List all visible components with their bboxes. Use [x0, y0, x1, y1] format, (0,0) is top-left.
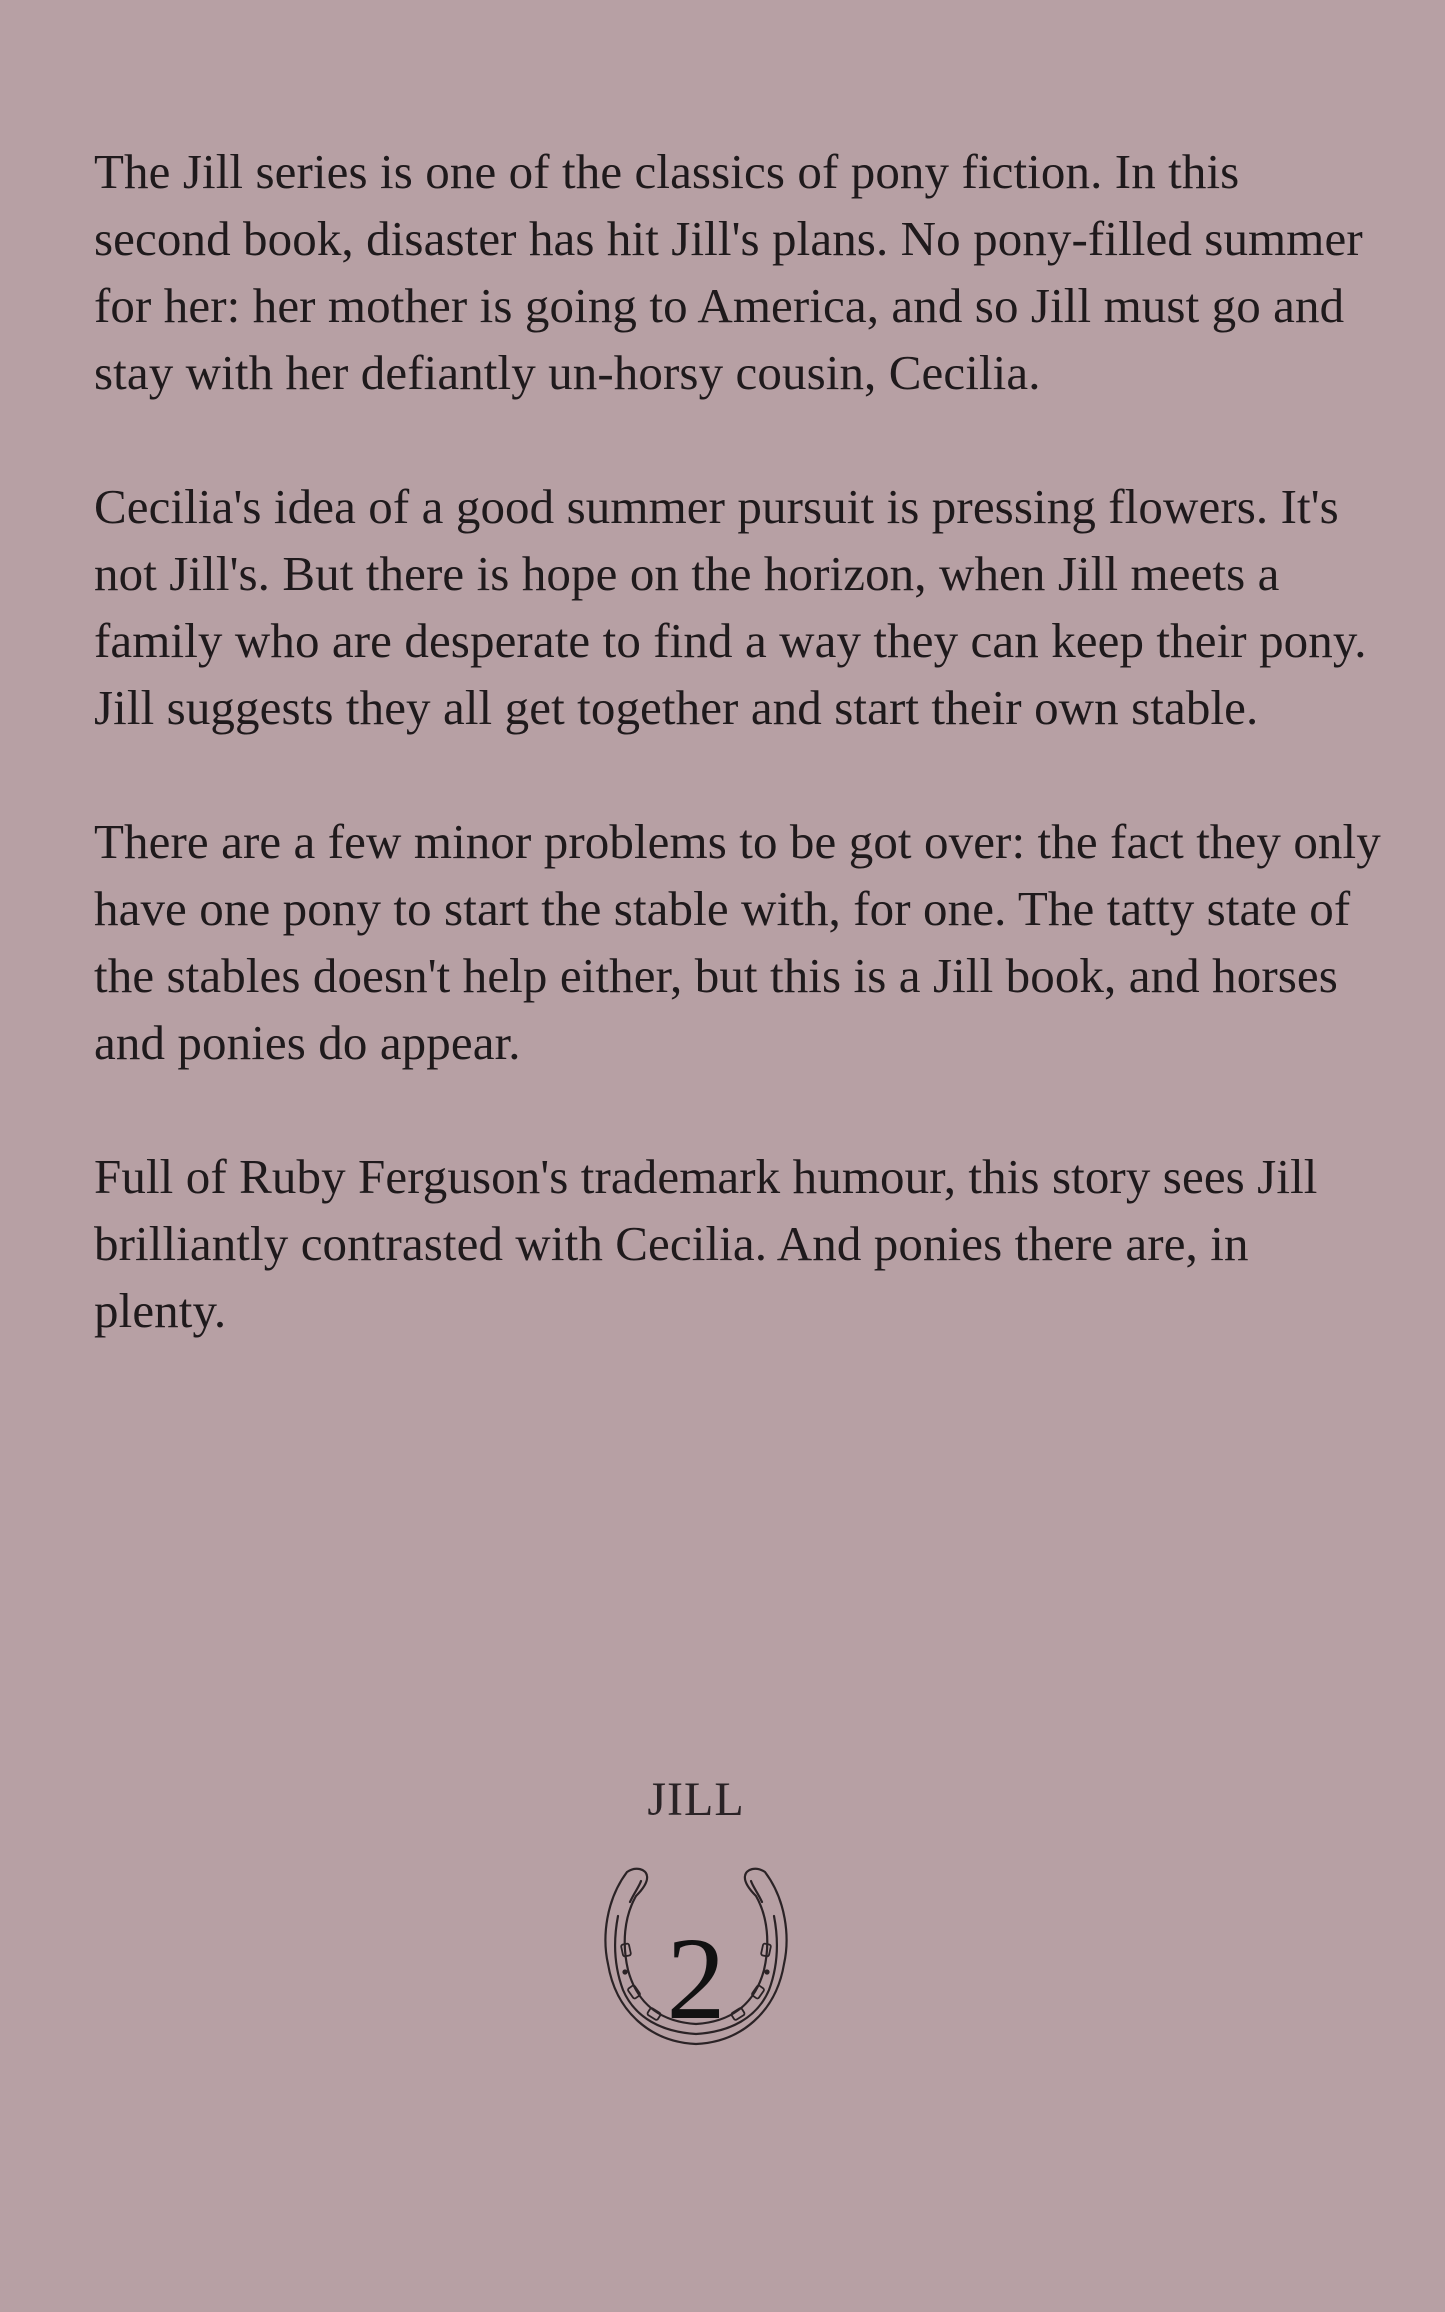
- blurb-paragraph-1: The Jill series is one of the classics of pony fiction. In this second book, disaster has hit Jill's plans. No pony-filled summer for her: her mother is going to America, and so Jill must go and stay with her defiantly un-horsy cousin, Cecilia.: [94, 144, 1363, 400]
- book-blurb: [94, 138, 1384, 1411]
- blurb-paragraph-4: Full of Ruby Ferguson's trademark humour, this story sees Jill brilliantly contrasted with Cecilia. And ponies there are, in plenty.: [94, 1149, 1318, 1338]
- blurb-paragraph-2: Cecilia's idea of a good summer pursuit is pressing flowers. It's not Jill's. But there is hope on the horizon, when Jill meets a family who are desperate to find a way they can keep their pony. Jill suggests they all get together and start their own stable.: [94, 479, 1367, 735]
- volume-number: 2: [666, 1913, 726, 2044]
- series-logo: [560, 1770, 832, 2060]
- series-name: JILL: [647, 1773, 745, 1826]
- blurb-paragraph-3: There are a few minor problems to be got over: the fact they only have one pony to start the stable with, for one. The tatty state of the stables doesn't help either, but this is a Jill book, and horses and ponies do appear.: [94, 814, 1381, 1070]
